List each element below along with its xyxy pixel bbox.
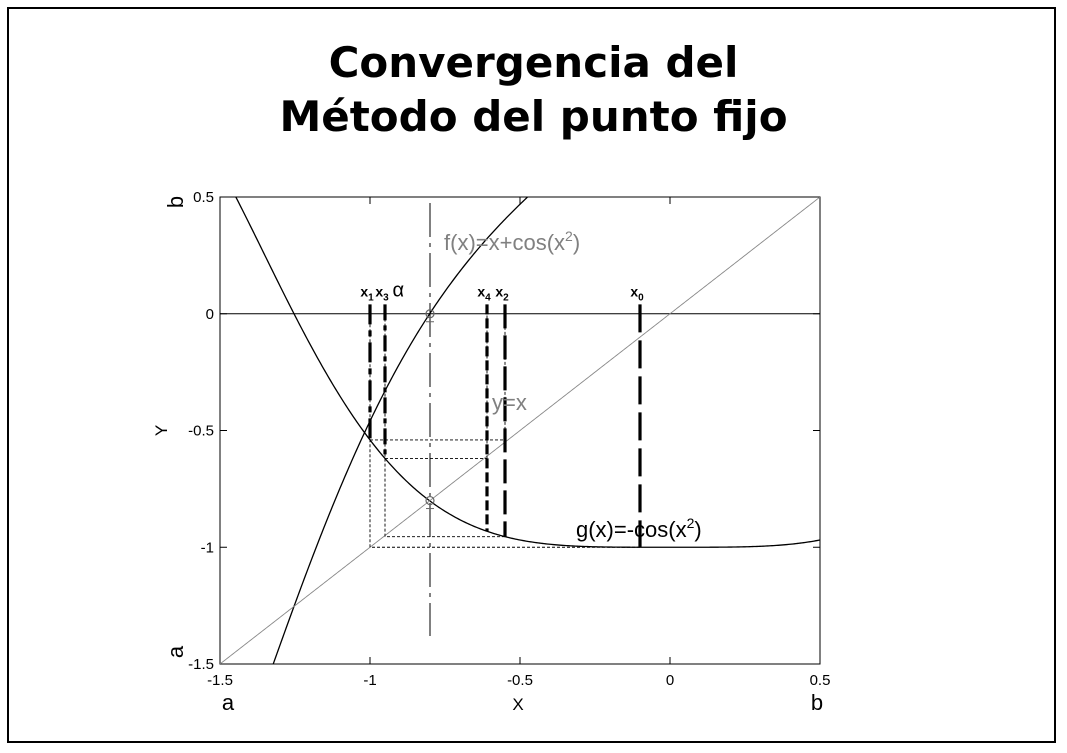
x-tick-label: -1.5 xyxy=(207,672,233,689)
iterate-label-x0: $x_0$ xyxy=(630,283,644,304)
series-line-f xyxy=(220,0,820,753)
series-label-g: $g(x)=-\cos(x^2)$ xyxy=(576,515,702,542)
x-axis-label: X xyxy=(512,695,524,714)
slide-title-line-1: Convergencia del xyxy=(328,38,739,87)
series-label-f: $f(x)=x+\cos(x^2)$ xyxy=(444,228,581,255)
x-tick-label: 0.5 xyxy=(809,672,831,689)
iterate-label-x4: $x_4$ xyxy=(477,283,491,304)
series-label-identity: y=x xyxy=(492,390,527,415)
iterate-label-x2: $x_2$ xyxy=(495,283,509,304)
y-axis-label: Y xyxy=(152,424,171,437)
iteration-layer xyxy=(370,304,640,547)
interval-label-a-y: a xyxy=(163,645,188,659)
x-tick-label: -1 xyxy=(363,672,377,689)
alpha-label: α xyxy=(392,279,405,302)
iterate-label-x3: $x_3$ xyxy=(375,283,389,304)
y-tick-label: 0.5 xyxy=(193,189,214,206)
series-line-identity xyxy=(220,197,820,664)
x-tick-label: 0 xyxy=(665,672,675,689)
slide-title-line-2: Método del punto fijo xyxy=(279,92,788,141)
interval-label-a-x: a xyxy=(221,690,235,715)
y-tick-label: -1.5 xyxy=(188,656,214,673)
y-tick-label: -0.5 xyxy=(188,422,214,440)
y-tick-label: 0 xyxy=(205,305,214,323)
iterate-label-x1: $x_1$ xyxy=(360,283,374,304)
interval-label-b-x: b xyxy=(810,690,824,715)
x-tick-label: -0.5 xyxy=(507,672,533,689)
curves-layer xyxy=(220,0,820,753)
y-tick-label: -1 xyxy=(200,539,214,557)
series-line-g xyxy=(220,167,820,547)
interval-label-b-y: b xyxy=(163,195,188,209)
